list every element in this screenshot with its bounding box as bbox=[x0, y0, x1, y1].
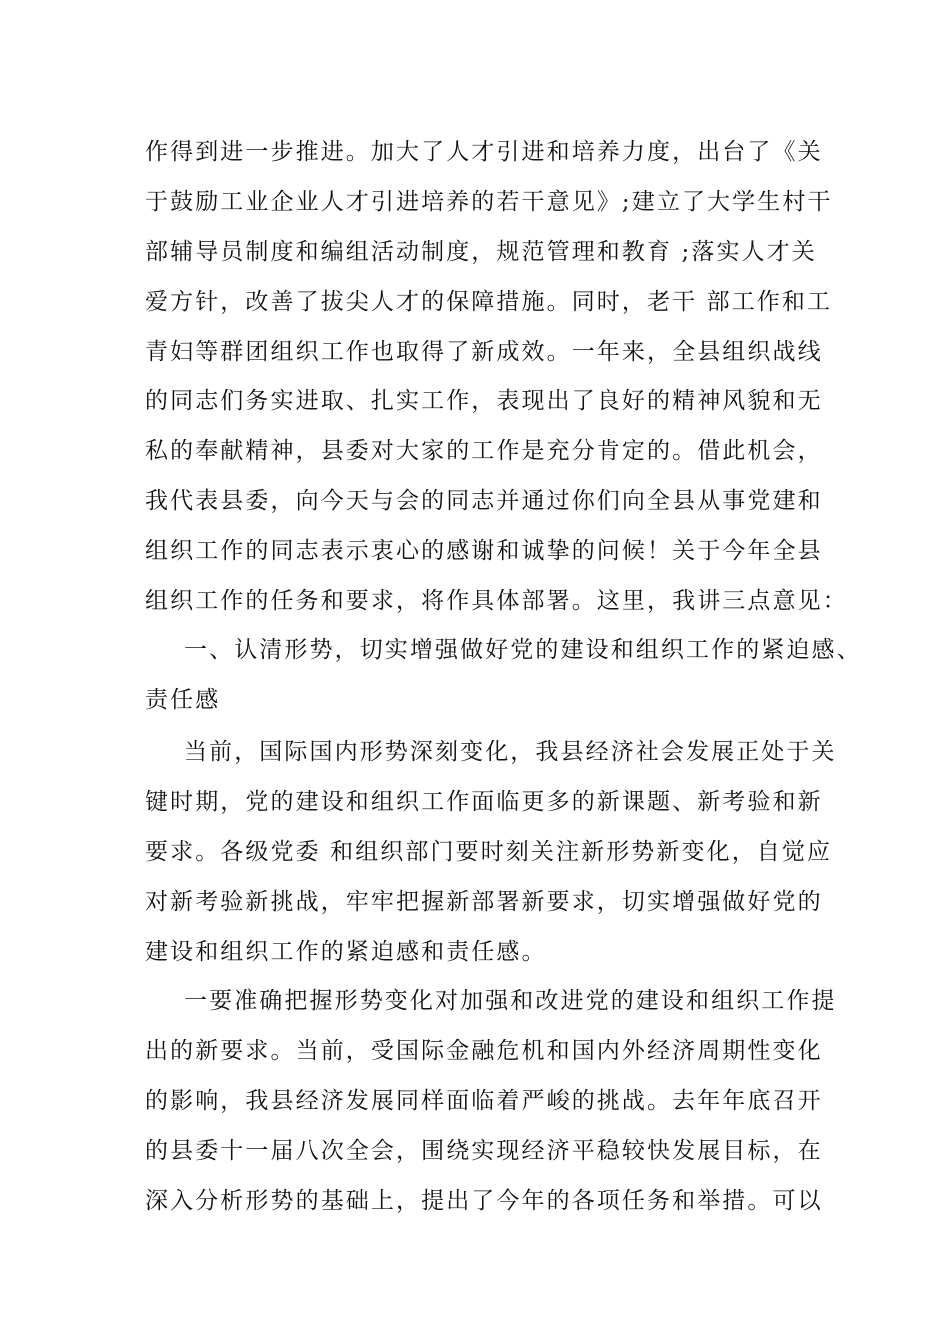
paragraph-start-line: 一要准确把握形势变化对加强和改进党的建设和组织工作提 bbox=[184, 988, 837, 1014]
text-line: 组织工作的任务和要求，将作具体部署。这里，我讲三点意见： bbox=[145, 588, 848, 614]
text-line: 要求。各级党委 和组织部门要时刻关注新形势新变化，自觉应 bbox=[145, 839, 833, 865]
text-line: 的县委十一届八次全会，围绕实现经济平稳较快发展目标，在 bbox=[145, 1138, 823, 1164]
text-line: 作得到进一步推进。加大了人才引进和培养力度，出台了《关 bbox=[145, 139, 823, 165]
text-line: 青妇等群团组织工作也取得了新成效。一年来，全县组织战线 bbox=[145, 339, 823, 365]
text-line: 爱方针，改善了拔尖人才的保障措施。同时，老干 部工作和工 bbox=[145, 289, 833, 315]
section-heading-continuation: 责任感 bbox=[145, 687, 221, 713]
text-line: 的影响，我县经济发展同样面临着严峻的挑战。去年年底召开 bbox=[145, 1088, 823, 1114]
text-line: 部辅导员制度和编组活动制度，规范管理和教育 ;落实人才关 bbox=[145, 239, 817, 265]
text-line: 私的奉献精神，县委对大家的工作是充分肯定的。借此机会， bbox=[145, 438, 823, 464]
text-line: 组织工作的同志表示衷心的感谢和诚挚的问候！关于今年全县 bbox=[145, 538, 823, 564]
text-line: 键时期，党的建设和组织工作面临更多的新课题、新考验和新 bbox=[145, 789, 823, 815]
text-line: 于鼓励工业企业人才引进培养的若干意见》;建立了大学生村干 bbox=[145, 189, 833, 215]
paragraph-start-line: 当前，国际国内形势深刻变化，我县经济社会发展正处于关 bbox=[184, 739, 837, 765]
text-line: 深入分析形势的基础上，提出了今年的各项任务和举措。可以 bbox=[145, 1188, 823, 1214]
text-line: 出的新要求。当前，受国际金融危机和国内外经济周期性变化 bbox=[145, 1038, 823, 1064]
section-heading: 一、认清形势，切实增强做好党的建设和组织工作的紧迫感、 bbox=[184, 637, 862, 663]
text-line: 对新考验新挑战，牢牢把握新部署新要求，切实增强做好党的 bbox=[145, 889, 823, 915]
text-line: 我代表县委，向今天与会的同志并通过你们向全县从事党建和 bbox=[145, 488, 823, 514]
text-line: 的同志们务实进取、扎实工作，表现出了良好的精神风貌和无 bbox=[145, 388, 823, 414]
text-line: 建设和组织工作的紧迫感和责任感。 bbox=[145, 939, 547, 965]
